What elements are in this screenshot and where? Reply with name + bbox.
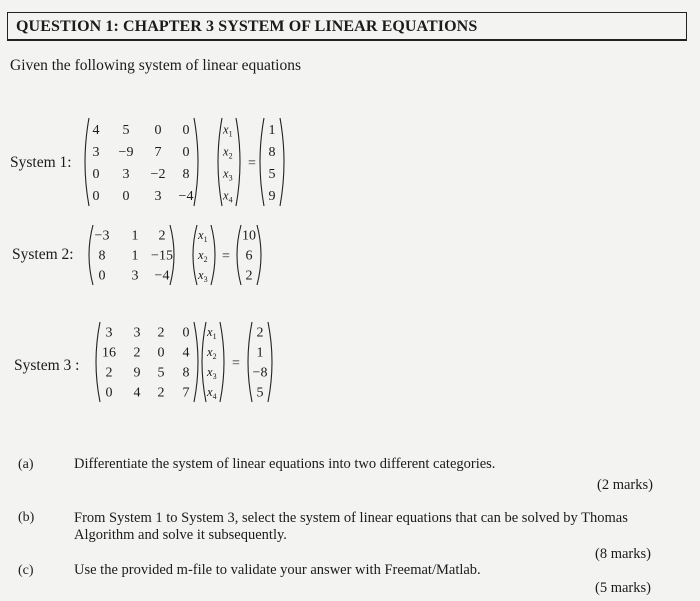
system-1-b-entry: 9 <box>268 188 276 204</box>
question-c-text: Use the provided m-file to validate your answer with Freemat/Matlab. <box>74 562 481 578</box>
question-title: QUESTION 1: CHAPTER 3 SYSTEM OF LINEAR EQUATIONS <box>16 18 478 35</box>
system-3-b-entry: 1 <box>256 345 264 361</box>
system-2-matrix-cell: 0 <box>98 268 106 284</box>
system-1-matrix-cell: 3 <box>92 144 100 160</box>
question-b-text-line1: From System 1 to System 3, select the system of linear equations that can be solved by Thomas <box>74 510 628 526</box>
system-1-x-entry: $x_2$ <box>223 144 233 161</box>
system-1-matrix-cell: 0 <box>182 122 190 138</box>
system-1-matrix-cell: 3 <box>122 166 130 182</box>
system-3-b-open-paren <box>248 322 252 402</box>
system-3-matrix-cell: 0 <box>105 385 113 401</box>
system-3-matrix-cell: 5 <box>157 365 165 381</box>
system-1-b-entry: 8 <box>268 144 276 160</box>
system-3-matrix-cell: 3 <box>133 325 141 341</box>
system-3-matrix-cell: 0 <box>182 325 190 341</box>
system-2-x-entry: $x_1$ <box>198 228 208 244</box>
system-1-matrix-cell: −9 <box>118 144 134 160</box>
system-2-matrix-cell: −3 <box>94 228 110 244</box>
system-1-x-entry: $x_4$ <box>223 188 233 205</box>
system-3-matrix-close-paren <box>194 322 198 402</box>
system-3-matrix-cell: 7 <box>182 385 190 401</box>
question-c-marks: (5 marks) <box>595 580 651 596</box>
system-1-matrix-cell: 3 <box>154 188 162 204</box>
system-3-matrix-cell: 3 <box>105 325 113 341</box>
system-2-equals-sign: = <box>222 249 230 264</box>
intro-text: Given the following system of linear equations <box>10 57 301 74</box>
question-a-marks: (2 marks) <box>597 477 653 493</box>
system-3-matrix-cell: 2 <box>105 365 113 381</box>
system-2-matrix-cell: 2 <box>158 228 166 244</box>
system-1-b-entry: 1 <box>268 122 276 138</box>
system-3-x-entry: $x_2$ <box>207 345 217 361</box>
system-1-matrix-cell: 0 <box>122 188 130 204</box>
system-2-matrix-cell: 3 <box>131 268 139 284</box>
system-3-matrix-cell: 2 <box>157 385 165 401</box>
system-2-x-entry: $x_3$ <box>198 268 208 284</box>
system-1-matrix-cell: 5 <box>122 122 130 138</box>
system-1-matrix-cell: 7 <box>154 144 162 160</box>
system-1-matrix-cell: −4 <box>178 188 194 204</box>
system-1-matrix-cell: 8 <box>182 166 190 182</box>
system-1-matrix-cell: 0 <box>92 188 100 204</box>
system-3-matrix-cell: 2 <box>133 345 141 361</box>
system-3-b-close-paren <box>268 322 272 402</box>
system-3-matrix-cell: 8 <box>182 365 190 381</box>
system-2-matrix-cell: −15 <box>151 248 173 264</box>
question-a-text: Differentiate the system of linear equations into two different categories. <box>74 456 496 472</box>
system-1-label: System 1: <box>10 154 72 171</box>
system-1-matrix-cell: 4 <box>92 122 100 138</box>
system-2-matrix-cell: 1 <box>131 228 139 244</box>
system-3-b-entry: 2 <box>256 325 264 341</box>
system-3-matrix-cell: 9 <box>133 365 141 381</box>
system-1-x-entry: $x_3$ <box>223 166 233 183</box>
system-2-matrix-cell: 1 <box>131 248 139 264</box>
system-3-matrix-cell: 4 <box>133 385 141 401</box>
system-1-equals-sign: = <box>248 156 256 171</box>
system-3-b-entry: 5 <box>256 385 264 401</box>
question-a-letter: (a) <box>18 457 34 472</box>
system-3-x-close-paren <box>220 322 224 402</box>
system-2-matrix-cell: −4 <box>154 268 170 284</box>
system-3-x-entry: $x_1$ <box>207 325 217 341</box>
question-b-marks: (8 marks) <box>595 546 651 562</box>
system-3-x-entry: $x_3$ <box>207 365 217 381</box>
system-1-matrix-cell: 0 <box>92 166 100 182</box>
system-3-equals-sign: = <box>232 356 240 371</box>
system-2-matrix-cell: 8 <box>98 248 106 264</box>
system-2-b-entry: 6 <box>245 248 253 264</box>
question-b-text-line2: Algorithm and solve it subsequently. <box>74 527 287 543</box>
system-1-matrix-cell: 0 <box>182 144 190 160</box>
system-1-matrix-cell: 0 <box>154 122 162 138</box>
system-3-x-entry: $x_4$ <box>207 385 217 401</box>
system-3-label: System 3 : <box>14 357 80 374</box>
system-3-matrix-open-paren <box>96 322 100 402</box>
system-2-label: System 2: <box>12 246 74 263</box>
system-2-b-entry: 2 <box>245 268 253 284</box>
system-3-matrix-cell: 16 <box>102 345 116 361</box>
question-c-letter: (c) <box>18 563 34 578</box>
system-1-x-entry: $x_1$ <box>223 122 233 139</box>
system-1-matrix-cell: −2 <box>150 166 166 182</box>
question-b-letter: (b) <box>18 510 35 525</box>
system-3-matrix-cell: 2 <box>157 325 165 341</box>
system-3-matrix-cell: 4 <box>182 345 190 361</box>
system-3-x-open-paren <box>202 322 206 402</box>
system-3-matrix-cell: 0 <box>157 345 165 361</box>
system-3-b-entry: −8 <box>252 365 268 381</box>
system-1-b-entry: 5 <box>268 166 276 182</box>
system-2-b-entry: 10 <box>242 228 256 244</box>
system-2-x-entry: $x_2$ <box>198 248 208 264</box>
